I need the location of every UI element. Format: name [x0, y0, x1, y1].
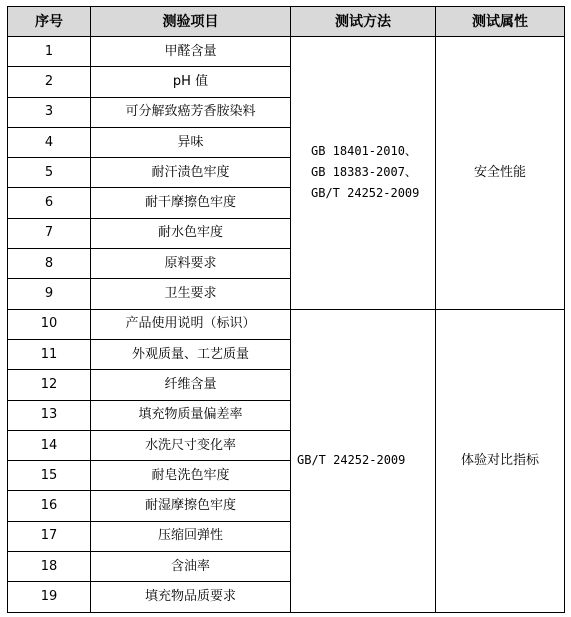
test-method-standard: GB 18401-2010、: [311, 144, 417, 159]
header-test-attribute: 测试属性: [436, 7, 565, 37]
row-item: 耐干摩擦色牢度: [91, 188, 291, 218]
row-number: 3: [8, 97, 91, 127]
test-method-group-experience: [291, 309, 436, 612]
row-item: 外观质量、工艺质量: [91, 339, 291, 369]
row-number: 7: [8, 218, 91, 248]
row-item: 甲醛含量: [91, 37, 291, 67]
row-number: 9: [8, 279, 91, 309]
row-item: 原料要求: [91, 249, 291, 279]
row-item: 卫生要求: [91, 279, 291, 309]
row-item: 耐水色牢度: [91, 218, 291, 248]
row-item: 耐湿摩擦色牢度: [91, 491, 291, 521]
test-method-standard: GB 18383-2007、: [311, 165, 417, 180]
header-test-item: 测验项目: [91, 7, 291, 37]
table-row: [8, 309, 565, 339]
row-item: 压缩回弹性: [91, 521, 291, 551]
row-number: 15: [8, 461, 91, 491]
row-number: 1: [8, 37, 91, 67]
table-row: [8, 37, 565, 67]
row-number: 16: [8, 491, 91, 521]
header-test-method: 测试方法: [291, 7, 436, 37]
row-item: 水洗尺寸变化率: [91, 430, 291, 460]
row-number: 4: [8, 127, 91, 157]
row-number: 17: [8, 521, 91, 551]
row-item: 耐汗渍色牢度: [91, 158, 291, 188]
row-number: 19: [8, 582, 91, 612]
standards-table: [7, 6, 565, 613]
row-item: 耐皂洗色牢度: [91, 461, 291, 491]
row-number: 12: [8, 370, 91, 400]
row-number: 10: [8, 309, 91, 339]
row-number: 13: [8, 400, 91, 430]
test-method-standard: GB/T 24252-2009: [311, 186, 420, 201]
row-number: 8: [8, 249, 91, 279]
row-item: 产品使用说明（标识）: [91, 309, 291, 339]
row-item: pH 值: [91, 67, 291, 97]
row-number: 18: [8, 552, 91, 582]
row-item: 异味: [91, 127, 291, 157]
row-number: 5: [8, 158, 91, 188]
row-item: 填充物质量偏差率: [91, 400, 291, 430]
row-number: 2: [8, 67, 91, 97]
row-number: 6: [8, 188, 91, 218]
row-number: 14: [8, 430, 91, 460]
test-method-group-safety: [291, 37, 436, 310]
row-number: 11: [8, 339, 91, 369]
table-header-row: [8, 7, 565, 37]
test-attribute-safety: 安全性能: [436, 37, 565, 310]
row-item: 纤维含量: [91, 370, 291, 400]
header-number: 序号: [8, 7, 91, 37]
test-method-standard: GB/T 24252-2009: [297, 453, 406, 468]
row-item: 填充物品质要求: [91, 582, 291, 612]
test-attribute-experience: 体验对比指标: [436, 309, 565, 612]
row-item: 含油率: [91, 552, 291, 582]
row-item: 可分解致癌芳香胺染料: [91, 97, 291, 127]
